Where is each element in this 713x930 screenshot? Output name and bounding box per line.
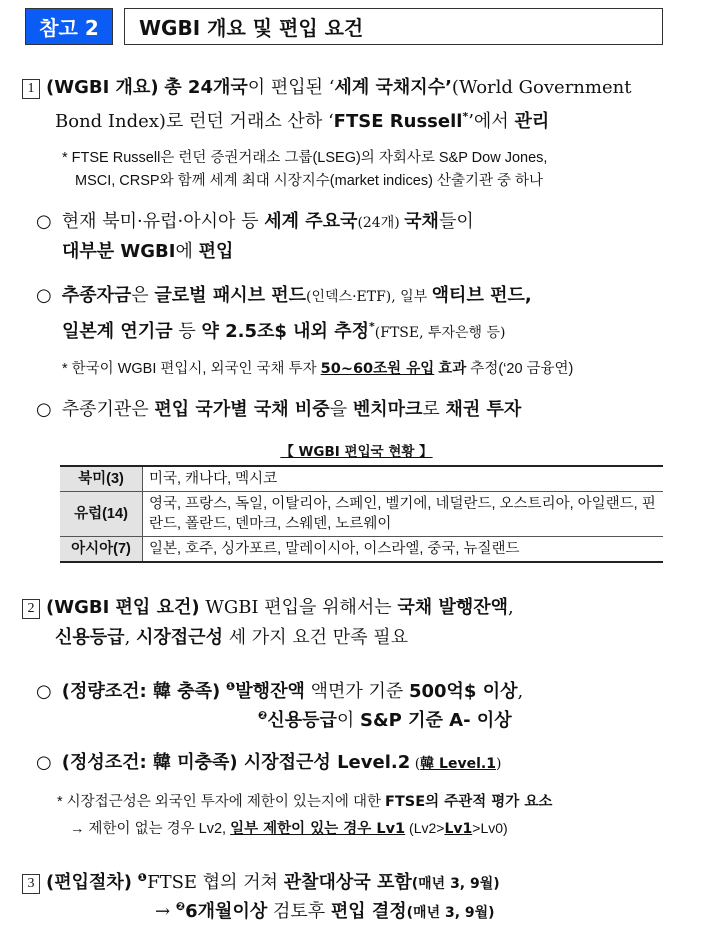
text: 들이: [438, 211, 474, 232]
text-bold: 세계 주요국: [264, 211, 358, 232]
text-bold: 관찰대상국 포함: [283, 872, 412, 893]
bullet-2-line-2: [62, 315, 506, 345]
footnote: [70, 816, 508, 841]
text-bold: 글로벌 패시브 펀드: [154, 285, 307, 306]
countries-cell: 미국, 캐나다, 멕시코: [143, 466, 664, 492]
text: ): [495, 756, 502, 772]
bullet-3: [36, 398, 521, 422]
text-bold: (정량조건: 韓 충족): [61, 681, 221, 702]
bullet-qualitative: [36, 751, 501, 776]
caption-text: 【 WGBI 편입국 현황 】: [280, 444, 433, 460]
bullet-icon: ○: [36, 399, 52, 420]
text: 등: [172, 321, 202, 342]
region-cell: 유럽(14): [60, 492, 143, 537]
section-heading: (편입절차): [46, 872, 133, 893]
text-bold: 추종자금: [61, 285, 132, 306]
text-bold-underlined: 일부 제한이 있는 경우 Lv1: [230, 821, 406, 837]
footnote-mark: *: [369, 320, 375, 333]
table-row: [60, 466, 663, 492]
table-row: [60, 492, 663, 537]
bullet-quantitative-line-2: [258, 704, 512, 733]
text-bold: 국채 발행잔액: [397, 597, 509, 618]
countries-cell: 영국, 프랑스, 독일, 이탈리아, 스페인, 벨기에, 네덜란드, 오스트리아, 아일랜드, 핀란드, 폴란드, 덴마크, 스웨덴, 노르웨이: [143, 492, 664, 537]
number-2-icon: ❷: [175, 900, 186, 913]
section-2-line-2: [55, 626, 408, 650]
text-bold: 대부분 WGBI: [62, 241, 176, 262]
text: 은: [131, 285, 155, 306]
wgbi-countries-table: [60, 465, 663, 563]
bullet-1-line-2: [62, 240, 233, 264]
text: FTSE 협의 거쳐: [147, 872, 284, 893]
section-heading: (WGBI 편입 요건): [46, 597, 200, 618]
text-bold: S&P 기준 A- 이상: [360, 710, 512, 731]
text: * 한국이 WGBI 편입시, 외국인 국채 투자: [62, 361, 321, 377]
bullet-quantitative: [36, 675, 523, 704]
text: 이 편입된 ‘: [247, 77, 335, 98]
text-bold: 약 2.5조$ 내외 추정: [201, 321, 369, 342]
text: (24개): [357, 215, 405, 231]
bullet-icon: ○: [36, 211, 52, 232]
section-number: 2: [22, 599, 40, 619]
countries-cell: 일본, 호주, 싱가포르, 말레이시아, 이스라엘, 중국, 뉴질랜드: [143, 537, 664, 563]
text-bold: 신용등급: [267, 710, 337, 731]
section-1-line-1: [22, 76, 631, 100]
section-3-line-1: [22, 866, 500, 896]
section-3-line-2: [155, 895, 495, 925]
text: 액면가 기준: [304, 681, 409, 702]
text: (인덱스·ETF), 일부: [306, 289, 432, 305]
text: (FTSE, 투자은행 등): [374, 325, 506, 341]
bullet-icon: ○: [36, 285, 52, 306]
text: (Lv2>: [405, 820, 445, 836]
number-1-icon: ❶: [225, 680, 236, 693]
text-bold: 액티브 펀드,: [431, 285, 532, 306]
text-bold-underlined: 韓 Level.1: [420, 756, 496, 772]
text: Bond Index)로 런던 거래소 산하 ‘: [55, 111, 334, 132]
text-bold: (매년 3, 9월): [411, 876, 500, 892]
text: (: [410, 756, 421, 772]
text-bold: 신용등급: [55, 627, 125, 648]
text-bold: FTSE의 주관적 평가 요소: [385, 794, 553, 810]
text-bold: 500억$ 이상: [408, 681, 518, 702]
text: >Lv0): [472, 820, 508, 836]
text-bold: 관리: [514, 111, 550, 132]
text: * 시장접근성은 외국인 투자에 제한이 있는지에 대한: [57, 794, 385, 810]
text-bold-underlined: Lv1: [444, 821, 473, 837]
arrow-icon: →: [155, 901, 176, 922]
text-bold: 6개월이상: [185, 901, 268, 922]
text: 에: [175, 241, 199, 262]
text: 로: [422, 399, 446, 420]
text-bold: 효과: [438, 361, 467, 377]
footnote: [57, 790, 552, 814]
table-row: [60, 537, 663, 563]
bullet-1: [36, 210, 474, 235]
region-cell: 북미(3): [60, 466, 143, 492]
text: → 제한이 없는 경우 Lv2,: [70, 821, 231, 837]
reference-tag: 참고 2: [25, 8, 113, 45]
text-bold: 편입: [198, 241, 234, 262]
section-1-line-2: [55, 105, 549, 134]
text: 검토후: [267, 901, 331, 922]
text: WGBI 편입을 위해서는: [199, 597, 398, 618]
bullet-icon: ○: [36, 681, 52, 702]
text-bold: 벤치마크: [352, 399, 423, 420]
number-1-icon: ❶: [137, 871, 148, 884]
section-heading: (WGBI 개요): [46, 77, 159, 98]
text-bold: (매년 3, 9월): [406, 905, 495, 921]
text: ,: [517, 681, 524, 702]
section-number: 1: [22, 79, 40, 99]
text-bold: 채권 투자: [445, 399, 522, 420]
table-caption: [0, 440, 713, 460]
text: ’에서: [468, 111, 515, 132]
section-2-line-1: [22, 596, 514, 620]
region-cell: 아시아(7): [60, 537, 143, 563]
text-bold: (정성조건: 韓 미충족) 시장접근성 Level.2: [61, 752, 411, 773]
text: 추정(‘20 금융연): [466, 361, 574, 377]
text-bold: 세계 국채지수’: [334, 77, 452, 98]
page-title: WGBI 개요 및 편입 요건: [124, 8, 663, 45]
number-2-icon: ❷: [258, 709, 268, 722]
text: ,: [508, 597, 514, 618]
text: (World Government: [451, 77, 632, 98]
text-bold-underlined: 50~60조원 유입: [320, 361, 435, 377]
section-number: 3: [22, 874, 40, 894]
text: ,: [124, 627, 137, 648]
text-bold: 시장접근성: [136, 627, 223, 648]
text: 세 가지 요건 만족 필요: [222, 627, 409, 648]
footnote: MSCI, CRSP와 함께 세계 최대 시장지수(market indices) 산출기관 중 하나: [75, 173, 544, 189]
text-bold: FTSE Russell: [333, 111, 463, 132]
text-bold: 발행잔액: [235, 681, 305, 702]
text-bold: 편입 결정: [330, 901, 407, 922]
text-bold: 총 24개국: [164, 77, 248, 98]
footnote-mark: *: [462, 110, 469, 123]
bullet-icon: ○: [36, 752, 52, 773]
text: 추종기관은: [61, 399, 155, 420]
text-bold: 일본계 연기금: [62, 321, 173, 342]
bullet-2: [36, 284, 532, 309]
footnote: [62, 357, 573, 381]
text: 현재 북미·유럽·아시아 등: [61, 211, 265, 232]
text-bold: 국채: [404, 211, 439, 232]
text-bold: 편입 국가별 국채 비중: [154, 399, 330, 420]
text: 이: [336, 710, 361, 731]
text: 을: [329, 399, 353, 420]
footnote: * FTSE Russell은 런던 증권거래소 그룹(LSEG)의 자회사로 S&P Dow Jones,: [62, 150, 548, 166]
